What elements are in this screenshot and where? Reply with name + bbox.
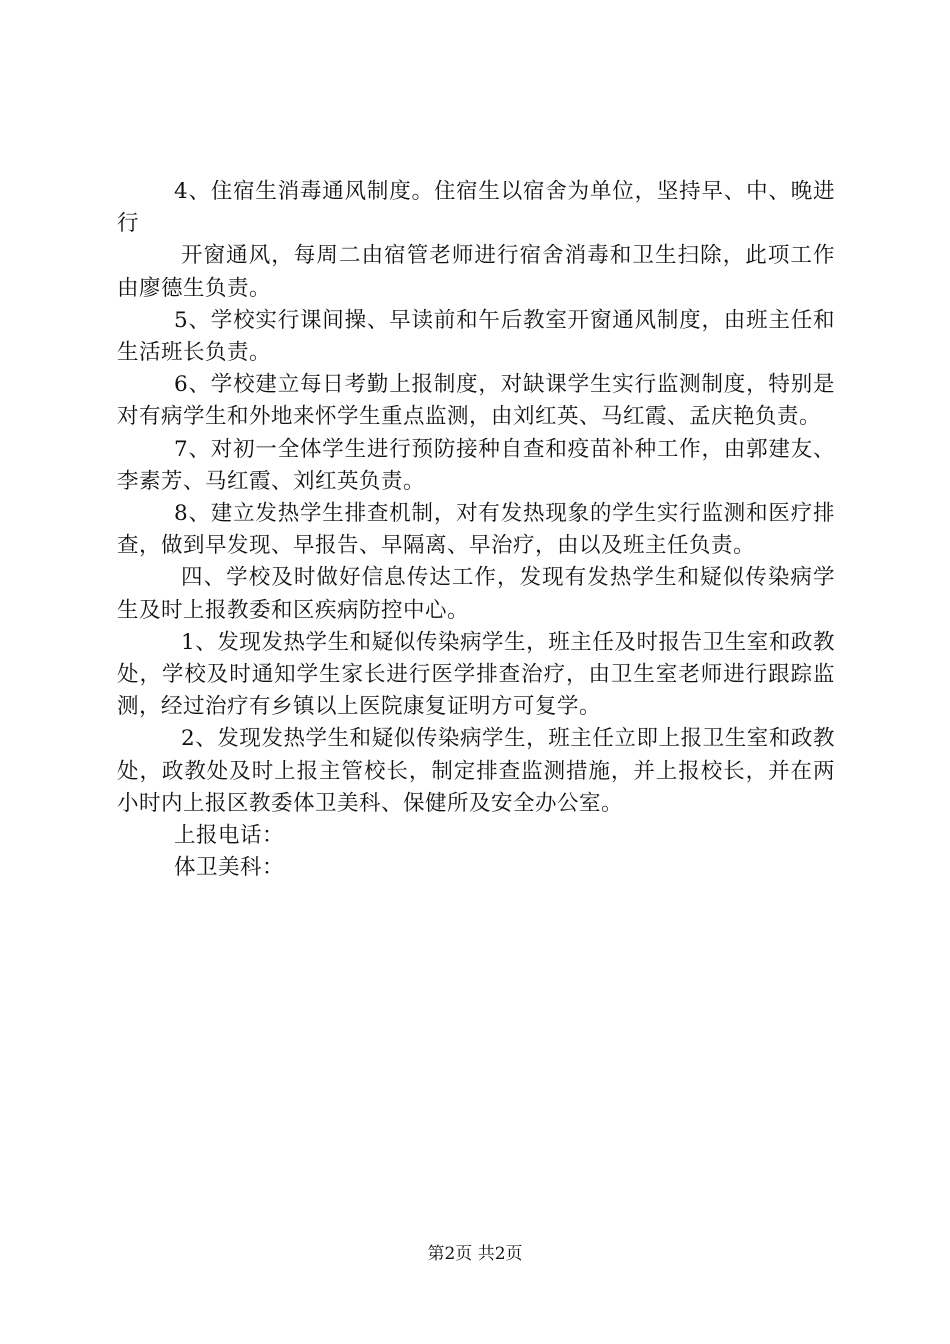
page-number-footer: 第2页 共2页 xyxy=(427,1244,523,1264)
paragraph-window-ventilation: 开窗通风，每周二由宿管老师进行宿舍消毒和卫生扫除，此项工作由廖德生负责。 xyxy=(117,243,835,301)
paragraph-report-phone: 上报电话： xyxy=(174,823,285,849)
paragraph-health-dept: 体卫美科： xyxy=(174,855,285,881)
paragraph-information-relay: 四、学校及时做好信息传达工作，发现有发热学生和疑似传染病学生及时上报教委和区疾病防控中心。 xyxy=(117,565,835,623)
paragraph-classroom-ventilation: 5、学校实行课间操、早读前和午后教室开窗通风制度，由班主任和生活班长负责。 xyxy=(117,307,835,366)
paragraph-attendance-reporting: 6、学校建立每日考勤上报制度，对缺课学生实行监测制度，特别是对有病学生和外地来怀学生重点监测，由刘红英、马红霞、孟庆艳负责。 xyxy=(117,372,835,430)
document-body xyxy=(117,176,835,884)
paragraph-fever-report-1: 1、发现发热学生和疑似传染病学生，班主任及时报告卫生室和政教处，学校及时通知学生家长进行医学排查治疗，由卫生室老师进行跟踪监测，经过治疗有乡镇以上医院康复证明方可复学。 xyxy=(117,629,835,720)
paragraph-fever-screening: 8、建立发热学生排查机制，对有发热现象的学生实行监测和医疗排查，做到早发现、早报告、早隔离、早治疗，由以及班主任负责。 xyxy=(117,501,835,559)
paragraph-fever-report-2: 2、发现发热学生和疑似传染病学生，班主任立即上报卫生室和政教处，政教处及时上报主管校长，制定排查监测措施，并上报校长，并在两小时内上报区教委体卫美科、保健所及安全办公室。 xyxy=(117,726,835,816)
paragraph-dorm-ventilation: 4、住宿生消毒通风制度。住宿生以宿舍为单位，坚持早、中、晚进行 xyxy=(117,179,835,237)
paragraph-vaccination: 7、对初一全体学生进行预防接种自查和疫苗补种工作，由郭建友、李素芳、马红霞、刘红英负责。 xyxy=(117,436,835,494)
